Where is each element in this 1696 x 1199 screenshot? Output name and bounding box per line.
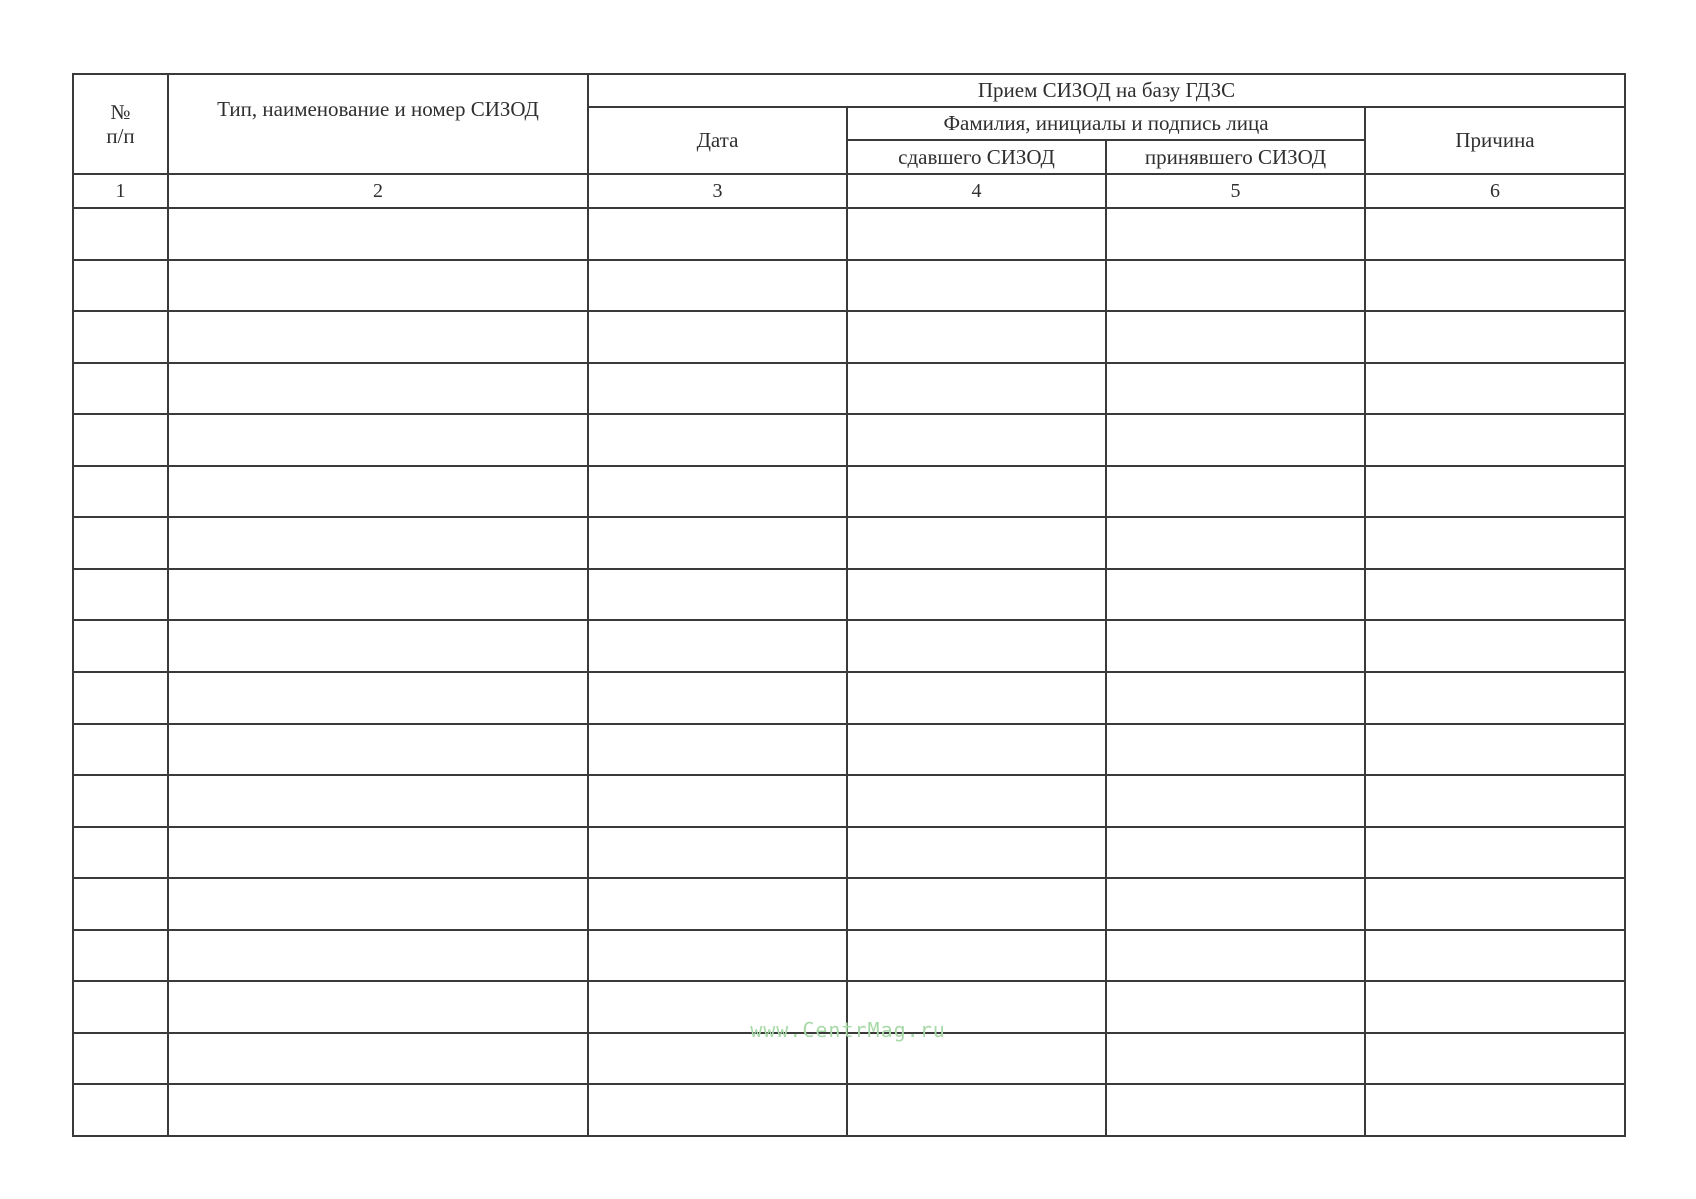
header-reason: Причина bbox=[1365, 107, 1625, 174]
table-cell[interactable] bbox=[73, 311, 168, 363]
table-cell[interactable] bbox=[1106, 878, 1365, 930]
header-handed-over: сдавшего СИЗОД bbox=[847, 140, 1106, 174]
table-cell[interactable] bbox=[1365, 569, 1625, 621]
table-cell[interactable] bbox=[168, 981, 588, 1033]
table-cell[interactable] bbox=[1106, 260, 1365, 312]
table-cell[interactable] bbox=[1365, 1033, 1625, 1085]
table-row bbox=[73, 517, 1625, 569]
table-cell[interactable] bbox=[588, 208, 847, 260]
table-cell[interactable] bbox=[73, 363, 168, 415]
header-type-name-number: Тип, наименование и номер СИЗОД bbox=[168, 74, 588, 174]
table-row bbox=[73, 260, 1625, 312]
table-cell[interactable] bbox=[1365, 208, 1625, 260]
table-row bbox=[73, 672, 1625, 724]
table-cell[interactable] bbox=[847, 775, 1106, 827]
table-cell[interactable] bbox=[1365, 878, 1625, 930]
table-cell[interactable] bbox=[168, 724, 588, 776]
table-cell[interactable] bbox=[1365, 930, 1625, 982]
table-row bbox=[73, 827, 1625, 879]
header-date: Дата bbox=[588, 107, 847, 174]
table-row bbox=[73, 981, 1625, 1033]
table-cell[interactable] bbox=[1365, 827, 1625, 879]
table-cell[interactable] bbox=[73, 414, 168, 466]
table-cell[interactable] bbox=[168, 827, 588, 879]
table-cell[interactable] bbox=[1106, 517, 1365, 569]
table-cell[interactable] bbox=[1106, 208, 1365, 260]
table-cell[interactable] bbox=[73, 878, 168, 930]
table-cell[interactable] bbox=[847, 1033, 1106, 1085]
table-cell[interactable] bbox=[168, 878, 588, 930]
table-cell[interactable] bbox=[588, 672, 847, 724]
table-cell[interactable] bbox=[1365, 517, 1625, 569]
table-cell[interactable] bbox=[588, 569, 847, 621]
table-cell[interactable] bbox=[588, 1084, 847, 1136]
table-cell[interactable] bbox=[847, 620, 1106, 672]
header-number: № п/п bbox=[73, 74, 168, 174]
table-cell[interactable] bbox=[1106, 311, 1365, 363]
table-cell[interactable] bbox=[1365, 672, 1625, 724]
column-number-4: 4 bbox=[847, 174, 1106, 208]
table-cell[interactable] bbox=[1106, 930, 1365, 982]
table-cell[interactable] bbox=[168, 775, 588, 827]
table-cell[interactable] bbox=[847, 311, 1106, 363]
table-cell[interactable] bbox=[1106, 775, 1365, 827]
column-numbers-row bbox=[73, 174, 1625, 208]
table-cell[interactable] bbox=[1365, 981, 1625, 1033]
table-row bbox=[73, 620, 1625, 672]
table-row bbox=[73, 208, 1625, 260]
table-cell[interactable] bbox=[73, 775, 168, 827]
table-cell[interactable] bbox=[588, 981, 847, 1033]
table-cell[interactable] bbox=[168, 1033, 588, 1085]
table-cell[interactable] bbox=[73, 208, 168, 260]
table-cell[interactable] bbox=[73, 466, 168, 518]
table-cell[interactable] bbox=[847, 1084, 1106, 1136]
table-cell[interactable] bbox=[1365, 1084, 1625, 1136]
table-row bbox=[73, 724, 1625, 776]
column-number-1: 1 bbox=[73, 174, 168, 208]
header-acceptance-group: Прием СИЗОД на базу ГДЗС bbox=[588, 74, 1625, 107]
table-cell[interactable] bbox=[847, 414, 1106, 466]
table-cell[interactable] bbox=[1365, 724, 1625, 776]
table-row bbox=[73, 775, 1625, 827]
table-cell[interactable] bbox=[588, 878, 847, 930]
column-number-2: 2 bbox=[168, 174, 588, 208]
column-number-6: 6 bbox=[1365, 174, 1625, 208]
table-row bbox=[73, 363, 1625, 415]
watermark: www.CentrMag.ru bbox=[750, 1018, 946, 1042]
table-cell[interactable] bbox=[588, 517, 847, 569]
column-number-5: 5 bbox=[1106, 174, 1365, 208]
table-cell[interactable] bbox=[168, 208, 588, 260]
table-cell[interactable] bbox=[168, 363, 588, 415]
table-cell[interactable] bbox=[588, 724, 847, 776]
table-cell[interactable] bbox=[168, 466, 588, 518]
table-cell[interactable] bbox=[847, 363, 1106, 415]
header-received: принявшего СИЗОД bbox=[1106, 140, 1365, 174]
table-cell[interactable] bbox=[1106, 672, 1365, 724]
table-cell[interactable] bbox=[847, 981, 1106, 1033]
table-cell[interactable] bbox=[168, 569, 588, 621]
table-cell[interactable] bbox=[588, 775, 847, 827]
table-cell[interactable] bbox=[1106, 363, 1365, 415]
table-cell[interactable] bbox=[73, 517, 168, 569]
table-cell[interactable] bbox=[168, 1084, 588, 1136]
journal-sheet bbox=[72, 73, 1624, 1137]
table-cell[interactable] bbox=[168, 260, 588, 312]
table-cell[interactable] bbox=[1365, 260, 1625, 312]
table-cell[interactable] bbox=[1365, 466, 1625, 518]
table-row bbox=[73, 930, 1625, 982]
table-cell[interactable] bbox=[73, 724, 168, 776]
table-cell[interactable] bbox=[1365, 620, 1625, 672]
table-cell[interactable] bbox=[168, 414, 588, 466]
table-cell[interactable] bbox=[1365, 414, 1625, 466]
header-person-group: Фамилия, инициалы и подпись лица bbox=[847, 107, 1365, 140]
table-cell[interactable] bbox=[1365, 363, 1625, 415]
table-cell[interactable] bbox=[1106, 1033, 1365, 1085]
table-cell[interactable] bbox=[847, 466, 1106, 518]
table-cell[interactable] bbox=[847, 878, 1106, 930]
table-cell[interactable] bbox=[1106, 827, 1365, 879]
table-cell[interactable] bbox=[588, 414, 847, 466]
table-cell[interactable] bbox=[588, 930, 847, 982]
table-row bbox=[73, 466, 1625, 518]
table-cell[interactable] bbox=[73, 1084, 168, 1136]
table-cell[interactable] bbox=[1365, 311, 1625, 363]
table-cell[interactable] bbox=[1106, 724, 1365, 776]
table-cell[interactable] bbox=[1106, 569, 1365, 621]
table-cell[interactable] bbox=[847, 208, 1106, 260]
table-cell[interactable] bbox=[847, 672, 1106, 724]
table-cell[interactable] bbox=[1106, 1084, 1365, 1136]
table-cell[interactable] bbox=[847, 930, 1106, 982]
table-row bbox=[73, 878, 1625, 930]
table-cell[interactable] bbox=[73, 569, 168, 621]
table-cell[interactable] bbox=[1106, 466, 1365, 518]
table-row bbox=[73, 1033, 1625, 1085]
table-cell[interactable] bbox=[73, 620, 168, 672]
sizod-acceptance-table bbox=[72, 73, 1626, 1137]
table-cell[interactable] bbox=[588, 311, 847, 363]
table-row bbox=[73, 569, 1625, 621]
table-cell[interactable] bbox=[588, 260, 847, 312]
table-cell[interactable] bbox=[847, 569, 1106, 621]
table-cell[interactable] bbox=[73, 672, 168, 724]
table-cell[interactable] bbox=[588, 827, 847, 879]
column-number-3: 3 bbox=[588, 174, 847, 208]
table-cell[interactable] bbox=[1106, 981, 1365, 1033]
table-row bbox=[73, 311, 1625, 363]
table-row bbox=[73, 1084, 1625, 1136]
table-cell[interactable] bbox=[73, 930, 168, 982]
table-cell[interactable] bbox=[1106, 620, 1365, 672]
table-cell[interactable] bbox=[847, 260, 1106, 312]
table-cell[interactable] bbox=[73, 260, 168, 312]
table-cell[interactable] bbox=[847, 724, 1106, 776]
table-cell[interactable] bbox=[73, 1033, 168, 1085]
table-cell[interactable] bbox=[847, 517, 1106, 569]
table-cell[interactable] bbox=[168, 311, 588, 363]
table-cell[interactable] bbox=[168, 517, 588, 569]
table-cell[interactable] bbox=[168, 930, 588, 982]
table-cell[interactable] bbox=[168, 620, 588, 672]
table-cell[interactable] bbox=[1365, 775, 1625, 827]
table-cell[interactable] bbox=[588, 1033, 847, 1085]
table-cell[interactable] bbox=[588, 620, 847, 672]
table-cell[interactable] bbox=[847, 827, 1106, 879]
table-cell[interactable] bbox=[73, 981, 168, 1033]
table-cell[interactable] bbox=[588, 363, 847, 415]
table-cell[interactable] bbox=[73, 827, 168, 879]
table-row bbox=[73, 414, 1625, 466]
table-cell[interactable] bbox=[168, 672, 588, 724]
table-cell[interactable] bbox=[588, 466, 847, 518]
header-row-1 bbox=[73, 74, 1625, 107]
table-cell[interactable] bbox=[1106, 414, 1365, 466]
